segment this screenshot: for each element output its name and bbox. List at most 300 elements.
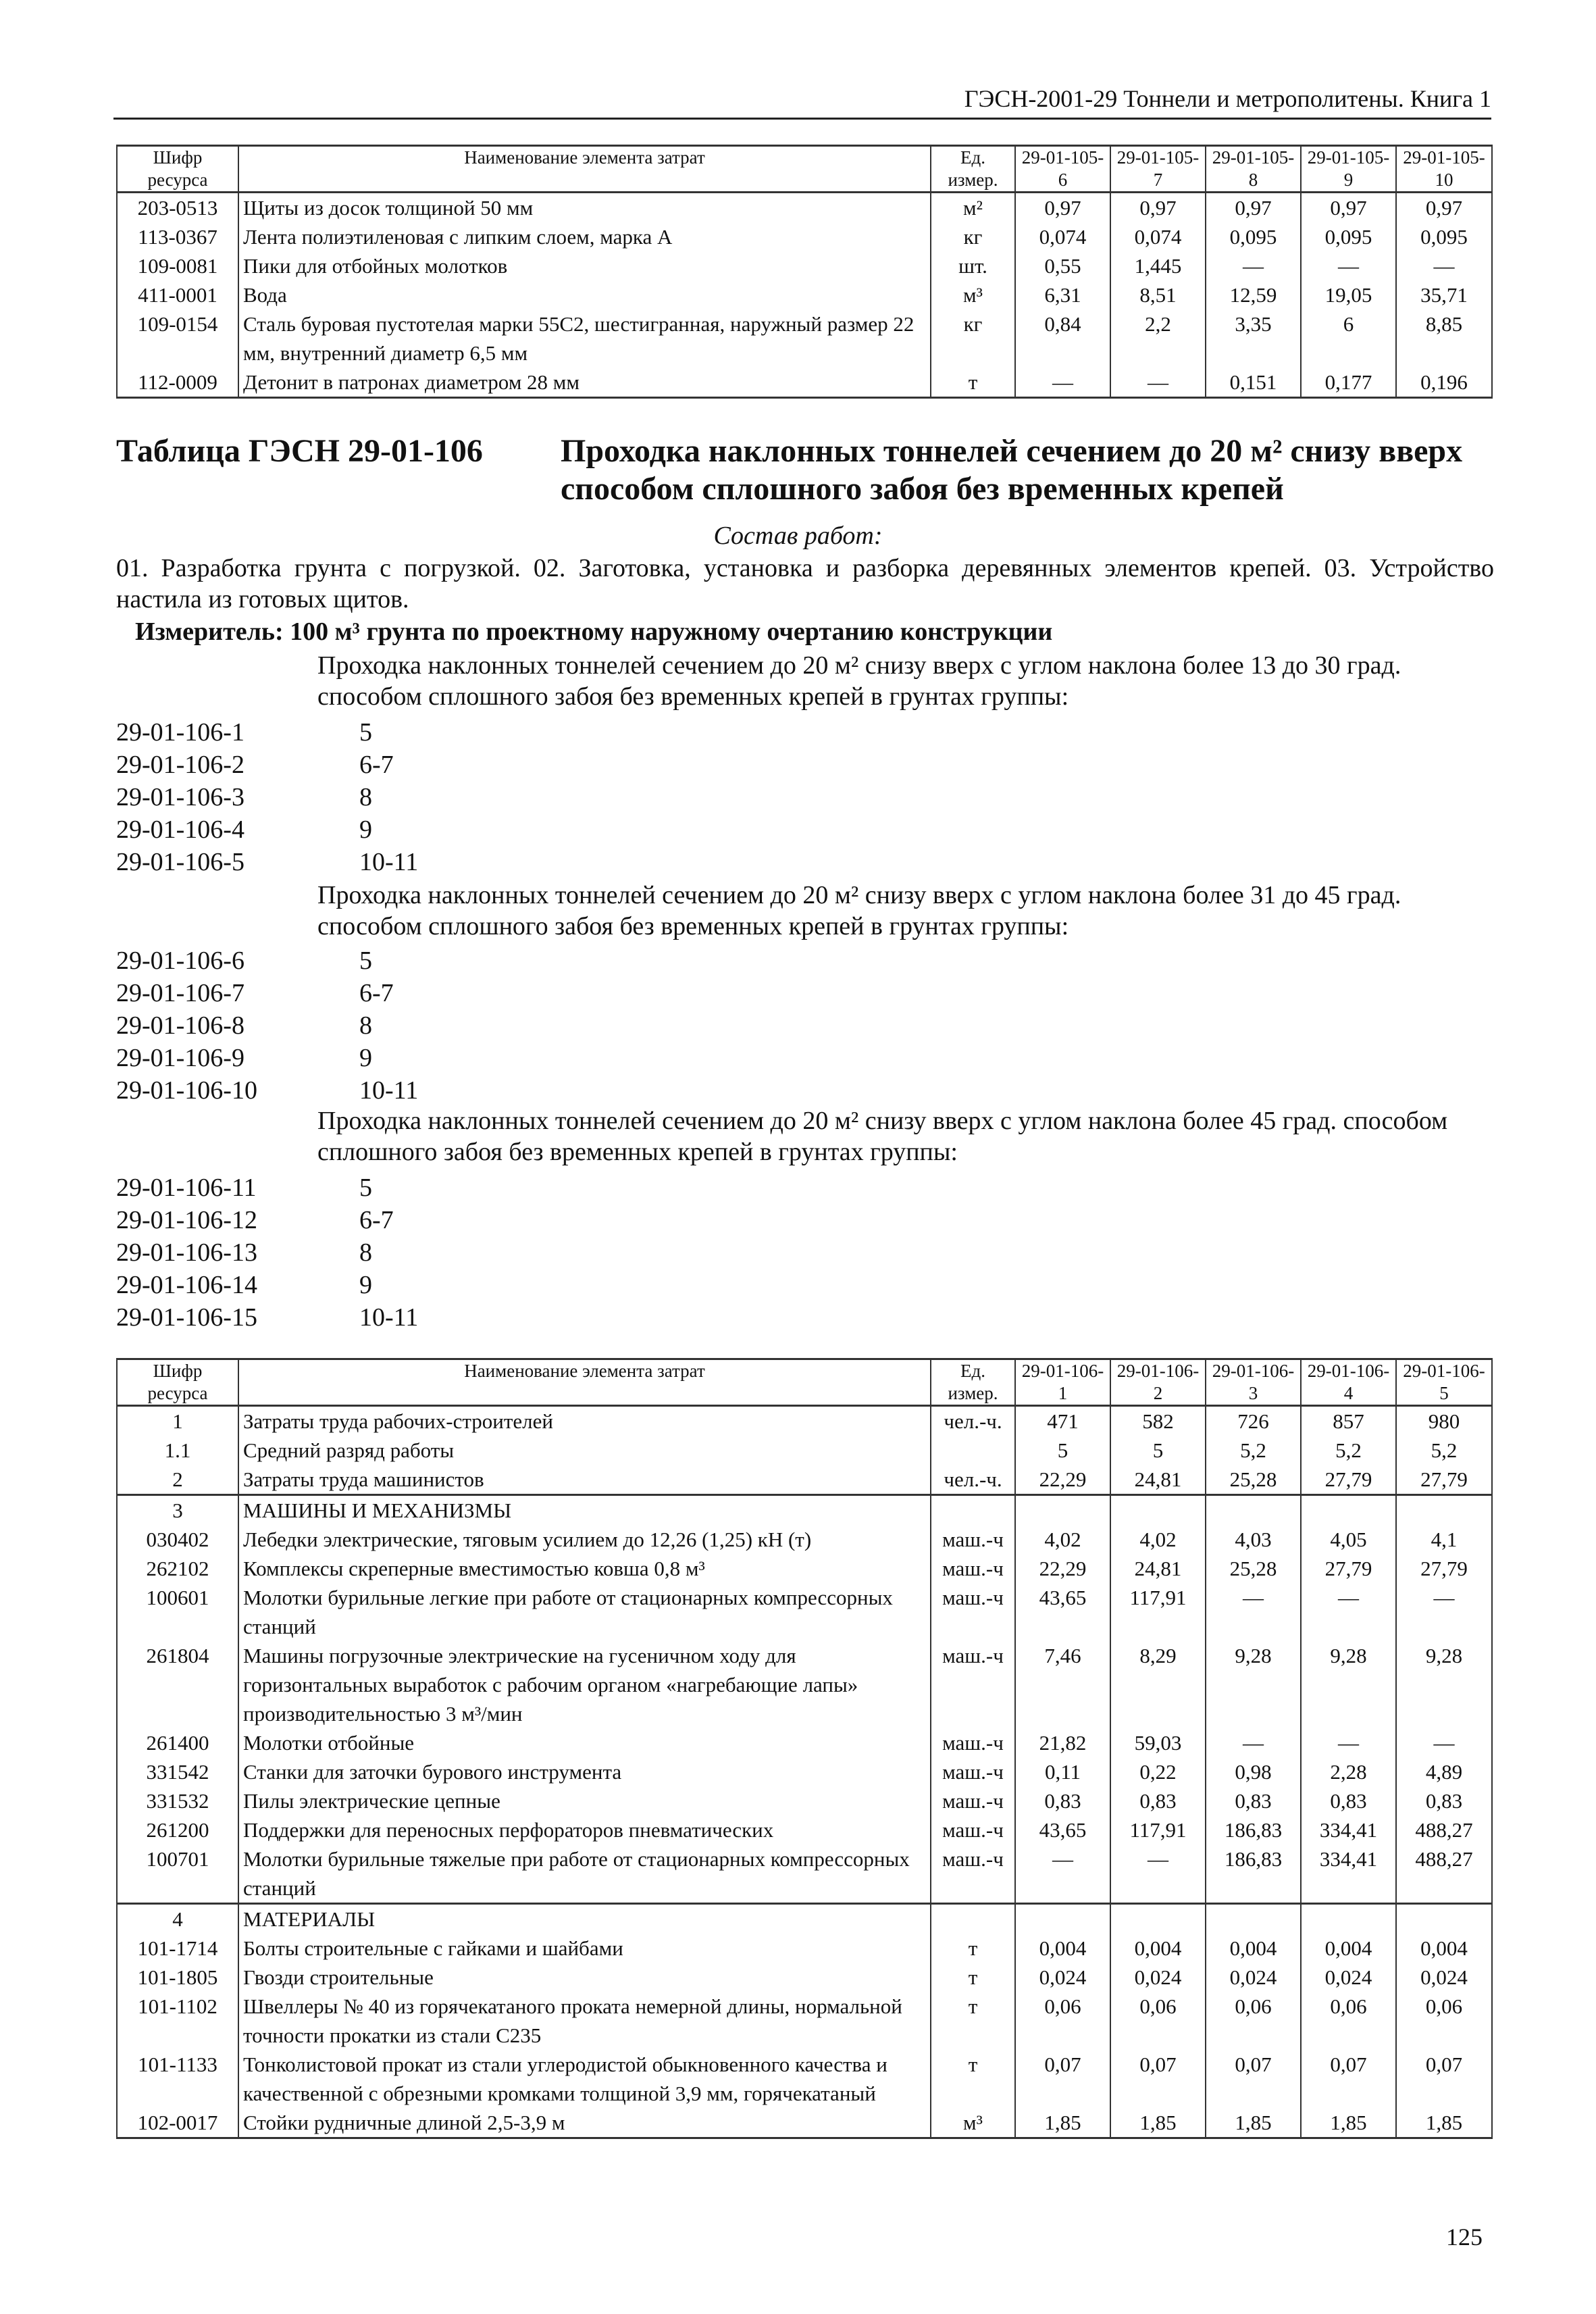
col-header-unit: Ед. измер. bbox=[931, 146, 1015, 193]
norm-code-row bbox=[116, 1042, 372, 1074]
norm-value bbox=[1015, 1495, 1110, 1526]
norm-value: 27,79 bbox=[1396, 1554, 1492, 1583]
norm-value bbox=[1396, 1495, 1492, 1526]
norm-value bbox=[1015, 1904, 1110, 1934]
resource-code: 100601 bbox=[117, 1583, 238, 1641]
norm-value: 0,07 bbox=[1110, 2050, 1206, 2108]
resource-code: 261400 bbox=[117, 1728, 238, 1757]
norm-value bbox=[1301, 1495, 1396, 1526]
norm-value: — bbox=[1206, 1728, 1301, 1757]
norm-value: 0,83 bbox=[1396, 1786, 1492, 1815]
soil-group: 9 bbox=[359, 1271, 372, 1299]
table-row bbox=[117, 1963, 1492, 1992]
norm-value: 24,81 bbox=[1110, 1554, 1206, 1583]
norm-value: 22,29 bbox=[1015, 1465, 1110, 1495]
soil-group: 10-11 bbox=[359, 848, 419, 876]
norm-value: 0,06 bbox=[1301, 1992, 1396, 2050]
header-text: ГЭСН-2001-29 Тоннели и метрополитены. Книга 1 bbox=[964, 85, 1491, 112]
col-header-norm: 29-01-106-3 bbox=[1206, 1359, 1301, 1406]
norm-value: — bbox=[1015, 368, 1110, 398]
norm-value bbox=[1396, 1904, 1492, 1934]
unit: м³ bbox=[931, 280, 1015, 309]
soil-group: 8 bbox=[359, 783, 372, 811]
norm-value: 186,83 bbox=[1206, 1844, 1301, 1904]
resource-code: 112-0009 bbox=[117, 368, 238, 398]
table-row bbox=[117, 309, 1492, 368]
norm-value: — bbox=[1396, 1728, 1492, 1757]
norm-value: 0,024 bbox=[1110, 1963, 1206, 1992]
unit: шт. bbox=[931, 251, 1015, 280]
norm-value: 117,91 bbox=[1110, 1815, 1206, 1844]
resource-code: 331532 bbox=[117, 1786, 238, 1815]
norm-value bbox=[1206, 1904, 1301, 1934]
unit: маш.-ч bbox=[931, 1815, 1015, 1844]
norm-value: 19,05 bbox=[1301, 280, 1396, 309]
table-row bbox=[117, 1786, 1492, 1815]
norm-code-row bbox=[116, 977, 394, 1009]
soil-group: 9 bbox=[359, 815, 372, 844]
norm-value: 1,85 bbox=[1110, 2108, 1206, 2138]
norm-value bbox=[1110, 1904, 1206, 1934]
unit: маш.-ч bbox=[931, 1641, 1015, 1728]
cost-element-name: Пилы электрические цепные bbox=[238, 1786, 931, 1815]
norm-value: 726 bbox=[1206, 1406, 1301, 1436]
norm-value: 5 bbox=[1110, 1436, 1206, 1465]
norm-value: 4,89 bbox=[1396, 1757, 1492, 1786]
norm-value: 1,85 bbox=[1015, 2108, 1110, 2138]
resource-code: 101-1133 bbox=[117, 2050, 238, 2108]
norm-value: 6,31 bbox=[1015, 280, 1110, 309]
norm-value: 27,79 bbox=[1396, 1465, 1492, 1495]
norm-code: 29-01-106-5 bbox=[116, 848, 244, 876]
table-row bbox=[117, 368, 1492, 398]
norm-value: 0,074 bbox=[1110, 222, 1206, 251]
resource-code: 113-0367 bbox=[117, 222, 238, 251]
norm-value bbox=[1110, 1495, 1206, 1526]
resource-code: 101-1714 bbox=[117, 1934, 238, 1963]
norm-value: 43,65 bbox=[1015, 1583, 1110, 1641]
norm-code-row bbox=[116, 749, 394, 781]
soil-group: 10-11 bbox=[359, 1076, 419, 1105]
resource-code: 2 bbox=[117, 1465, 238, 1495]
table-row bbox=[117, 1904, 1492, 1934]
soil-group: 5 bbox=[359, 947, 372, 975]
norm-value: 5,2 bbox=[1206, 1436, 1301, 1465]
norm-value: 5 bbox=[1015, 1436, 1110, 1465]
norm-value: 9,28 bbox=[1396, 1641, 1492, 1728]
table-title: Проходка наклонных тоннелей сечением до 20 м² снизу вверх способом сплошного забоя без временных крепей bbox=[561, 433, 1463, 507]
norm-value: 980 bbox=[1396, 1406, 1492, 1436]
table-row bbox=[117, 1757, 1492, 1786]
cost-element-name: Лебедки электрические, тяговым усилием до 12,26 (1,25) кН (т) bbox=[238, 1525, 931, 1554]
norm-value: 0,97 bbox=[1110, 193, 1206, 223]
norm-value: — bbox=[1396, 251, 1492, 280]
col-header-code: Шифр ресурса bbox=[117, 146, 238, 193]
norm-value: 0,095 bbox=[1301, 222, 1396, 251]
norm-value: 0,06 bbox=[1206, 1992, 1301, 2050]
norm-value: 1,85 bbox=[1396, 2108, 1492, 2138]
soil-group: 5 bbox=[359, 1174, 372, 1202]
col-header-norm: 29-01-105-7 bbox=[1110, 146, 1206, 193]
norm-value: 0,22 bbox=[1110, 1757, 1206, 1786]
cost-element-name: Станки для заточки бурового инструмента bbox=[238, 1757, 931, 1786]
norm-value: 9,28 bbox=[1301, 1641, 1396, 1728]
norm-value: 582 bbox=[1110, 1406, 1206, 1436]
norm-value: 0,06 bbox=[1110, 1992, 1206, 2050]
norm-value: 0,83 bbox=[1206, 1786, 1301, 1815]
norm-code-row bbox=[116, 781, 372, 813]
norm-value: 186,83 bbox=[1206, 1815, 1301, 1844]
norm-value: 0,07 bbox=[1396, 2050, 1492, 2108]
norm-code-row bbox=[116, 1172, 372, 1204]
norm-value: 43,65 bbox=[1015, 1815, 1110, 1844]
resource-code: 411-0001 bbox=[117, 280, 238, 309]
norm-code: 29-01-106-14 bbox=[116, 1271, 257, 1299]
unit: т bbox=[931, 1934, 1015, 1963]
composition-label: Состав работ: bbox=[713, 522, 883, 550]
norm-value: 9,28 bbox=[1206, 1641, 1301, 1728]
table-row bbox=[117, 1992, 1492, 2050]
col-header-norm: 29-01-106-1 bbox=[1015, 1359, 1110, 1406]
col-header-norm: 29-01-105-6 bbox=[1015, 146, 1110, 193]
resource-table-2 bbox=[116, 1358, 1493, 2139]
unit: маш.-ч bbox=[931, 1757, 1015, 1786]
soil-group: 6-7 bbox=[359, 979, 394, 1007]
table-row bbox=[117, 1583, 1492, 1641]
norm-value: 4,02 bbox=[1015, 1525, 1110, 1554]
norm-value: 0,97 bbox=[1015, 193, 1110, 223]
cost-element-name: Молотки бурильные легкие при работе от стационарных компрессорных станций bbox=[238, 1583, 931, 1641]
unit: т bbox=[931, 1963, 1015, 1992]
norm-value: 4,1 bbox=[1396, 1525, 1492, 1554]
col-header-unit: Ед. измер. bbox=[931, 1359, 1015, 1406]
norm-value: 0,55 bbox=[1015, 251, 1110, 280]
norm-code: 29-01-106-6 bbox=[116, 947, 244, 975]
soil-group: 6-7 bbox=[359, 1206, 394, 1234]
table-row bbox=[117, 2050, 1492, 2108]
cost-element-name: Болты строительные с гайками и шайбами bbox=[238, 1934, 931, 1963]
norm-value: — bbox=[1206, 1583, 1301, 1641]
unit: маш.-ч bbox=[931, 1583, 1015, 1641]
resource-code: 109-0154 bbox=[117, 309, 238, 368]
resource-code: 109-0081 bbox=[117, 251, 238, 280]
norm-value: 5,2 bbox=[1301, 1436, 1396, 1465]
table-row bbox=[117, 2108, 1492, 2138]
norm-value: 0,83 bbox=[1015, 1786, 1110, 1815]
norm-code: 29-01-106-12 bbox=[116, 1206, 257, 1234]
norm-code: 29-01-106-11 bbox=[116, 1174, 257, 1202]
norm-code-row bbox=[116, 1301, 418, 1334]
col-header-norm: 29-01-106-4 bbox=[1301, 1359, 1396, 1406]
table-row bbox=[117, 1525, 1492, 1554]
cost-element-name: Швеллеры № 40 из горячекатаного проката немерной длины, нормальной точности прокатки из стали С235 bbox=[238, 1992, 931, 2050]
col-header-norm: 29-01-106-5 bbox=[1396, 1359, 1492, 1406]
norm-value: 0,07 bbox=[1206, 2050, 1301, 2108]
resource-code: 261200 bbox=[117, 1815, 238, 1844]
table-row bbox=[117, 1641, 1492, 1728]
norm-value bbox=[1206, 1495, 1301, 1526]
norm-value: 0,074 bbox=[1015, 222, 1110, 251]
resource-code: 1 bbox=[117, 1406, 238, 1436]
norm-value: 4,02 bbox=[1110, 1525, 1206, 1554]
table-row bbox=[117, 1815, 1492, 1844]
norm-code-row bbox=[116, 1009, 372, 1042]
norm-value: 0,11 bbox=[1015, 1757, 1110, 1786]
unit: маш.-ч bbox=[931, 1554, 1015, 1583]
norm-value: 0,07 bbox=[1015, 2050, 1110, 2108]
norm-code-row bbox=[116, 1074, 418, 1107]
norm-code-row bbox=[116, 1236, 372, 1269]
resource-code: 203-0513 bbox=[117, 193, 238, 223]
table-row bbox=[117, 1406, 1492, 1436]
norm-value: 0,024 bbox=[1301, 1963, 1396, 1992]
table-row bbox=[117, 1554, 1492, 1583]
norm-value: 0,83 bbox=[1301, 1786, 1396, 1815]
cost-element-name: Стойки рудничные длиной 2,5-3,9 м bbox=[238, 2108, 931, 2138]
norm-value: 488,27 bbox=[1396, 1844, 1492, 1904]
cost-element-name: Сталь буровая пустотелая марки 55С2, шестигранная, наружный размер 22 мм, внутренний диаметр 6,5 мм bbox=[238, 309, 931, 368]
unit bbox=[931, 1436, 1015, 1465]
resource-code: 100701 bbox=[117, 1844, 238, 1904]
group-description: Проходка наклонных тоннелей сечением до 20 м² снизу вверх с углом наклона более 31 до 45 град. способом сплошного забоя без временных крепей в грунтах группы: bbox=[317, 881, 1401, 940]
norm-value: 0,151 bbox=[1206, 368, 1301, 398]
norm-value: 0,97 bbox=[1206, 193, 1301, 223]
norm-value: 5,2 bbox=[1396, 1436, 1492, 1465]
norm-value: 4,05 bbox=[1301, 1525, 1396, 1554]
norm-value: 857 bbox=[1301, 1406, 1396, 1436]
resource-code: 1.1 bbox=[117, 1436, 238, 1465]
norm-value: — bbox=[1301, 1728, 1396, 1757]
resource-code: 331542 bbox=[117, 1757, 238, 1786]
cost-element-name: Молотки отбойные bbox=[238, 1728, 931, 1757]
table-row bbox=[117, 1465, 1492, 1495]
norm-value: 0,83 bbox=[1110, 1786, 1206, 1815]
soil-group: 10-11 bbox=[359, 1303, 419, 1332]
norm-value: 27,79 bbox=[1301, 1465, 1396, 1495]
norm-value: 27,79 bbox=[1301, 1554, 1396, 1583]
col-header-norm: 29-01-105-9 bbox=[1301, 146, 1396, 193]
col-header-norm: 29-01-105-8 bbox=[1206, 146, 1301, 193]
measure-unit: Измеритель: 100 м³ грунта по проектному наружному очертанию конструкции bbox=[135, 618, 1053, 646]
norm-value: 471 bbox=[1015, 1406, 1110, 1436]
norm-value: 0,196 bbox=[1396, 368, 1492, 398]
table-row bbox=[117, 222, 1492, 251]
unit: т bbox=[931, 368, 1015, 398]
norm-code-row bbox=[116, 846, 418, 878]
unit: кг bbox=[931, 309, 1015, 368]
resource-code: 101-1102 bbox=[117, 1992, 238, 2050]
resource-code: 3 bbox=[117, 1495, 238, 1526]
soil-group: 5 bbox=[359, 718, 372, 747]
group-description: Проходка наклонных тоннелей сечением до 20 м² снизу вверх с углом наклона более 45 град. способом сплошного забоя без временных крепей в грунтах группы: bbox=[317, 1107, 1448, 1166]
norm-code-row bbox=[116, 813, 372, 846]
unit: т bbox=[931, 2050, 1015, 2108]
norm-value: 0,98 bbox=[1206, 1757, 1301, 1786]
cost-element-name: МАТЕРИАЛЫ bbox=[238, 1904, 931, 1934]
norm-value: — bbox=[1015, 1844, 1110, 1904]
norm-code: 29-01-106-10 bbox=[116, 1076, 257, 1105]
norm-value: 0,97 bbox=[1301, 193, 1396, 223]
norm-value: 0,095 bbox=[1396, 222, 1492, 251]
norm-value: 334,41 bbox=[1301, 1844, 1396, 1904]
norm-value: 2,2 bbox=[1110, 309, 1206, 368]
resource-code: 101-1805 bbox=[117, 1963, 238, 1992]
table-header-row bbox=[117, 146, 1492, 193]
norm-value: 8,51 bbox=[1110, 280, 1206, 309]
norm-code: 29-01-106-7 bbox=[116, 979, 244, 1007]
table-row bbox=[117, 1436, 1492, 1465]
norm-value: 0,095 bbox=[1206, 222, 1301, 251]
cost-element-name: Комплексы скреперные вместимостью ковша 0,8 м³ bbox=[238, 1554, 931, 1583]
cost-element-name: Вода bbox=[238, 280, 931, 309]
norm-value: 25,28 bbox=[1206, 1465, 1301, 1495]
norm-value: 59,03 bbox=[1110, 1728, 1206, 1757]
norm-value: — bbox=[1206, 251, 1301, 280]
norm-value: 21,82 bbox=[1015, 1728, 1110, 1757]
unit: маш.-ч bbox=[931, 1525, 1015, 1554]
col-header-norm: 29-01-105-10 bbox=[1396, 146, 1492, 193]
cost-element-name: Гвозди строительные bbox=[238, 1963, 931, 1992]
norm-value: 2,28 bbox=[1301, 1757, 1396, 1786]
norm-value: 6 bbox=[1301, 309, 1396, 368]
norm-value: 0,97 bbox=[1396, 193, 1492, 223]
norm-code: 29-01-106-3 bbox=[116, 783, 244, 811]
soil-group: 9 bbox=[359, 1044, 372, 1072]
unit: м² bbox=[931, 193, 1015, 223]
resource-table-1 bbox=[116, 145, 1493, 399]
page-number: 125 bbox=[1446, 2223, 1483, 2250]
norm-value: 0,84 bbox=[1015, 309, 1110, 368]
norm-value: 0,024 bbox=[1396, 1963, 1492, 1992]
composition-text: 01. Разработка грунта с погрузкой. 02. Заготовка, установка и разборка деревянных элементов крепей. 03. Устройство настила из готовых щитов. bbox=[116, 554, 1494, 613]
unit: м³ bbox=[931, 2108, 1015, 2138]
norm-value: 0,004 bbox=[1015, 1934, 1110, 1963]
cost-element-name: Средний разряд работы bbox=[238, 1436, 931, 1465]
unit: т bbox=[931, 1992, 1015, 2050]
table-header-row bbox=[117, 1359, 1492, 1406]
norm-code: 29-01-106-13 bbox=[116, 1238, 257, 1267]
table-row bbox=[117, 1728, 1492, 1757]
table-label: Таблица ГЭСН 29-01-106 bbox=[116, 433, 483, 469]
norm-value: 0,06 bbox=[1015, 1992, 1110, 2050]
norm-value: 0,024 bbox=[1206, 1963, 1301, 1992]
norm-value: 0,177 bbox=[1301, 368, 1396, 398]
cost-element-name: Затраты труда рабочих-строителей bbox=[238, 1406, 931, 1436]
cost-element-name: Затраты труда машинистов bbox=[238, 1465, 931, 1495]
norm-code-row bbox=[116, 1269, 372, 1301]
cost-element-name: Лента полиэтиленовая с липким слоем, марка А bbox=[238, 222, 931, 251]
norm-code: 29-01-106-9 bbox=[116, 1044, 244, 1072]
norm-value: 488,27 bbox=[1396, 1815, 1492, 1844]
norm-value: 22,29 bbox=[1015, 1554, 1110, 1583]
page-header bbox=[113, 84, 1491, 120]
norm-value: 8,85 bbox=[1396, 309, 1492, 368]
resource-code: 4 bbox=[117, 1904, 238, 1934]
resource-code: 030402 bbox=[117, 1525, 238, 1554]
soil-group: 8 bbox=[359, 1011, 372, 1040]
table-row bbox=[117, 1934, 1492, 1963]
norm-code: 29-01-106-1 bbox=[116, 718, 244, 747]
group-description: Проходка наклонных тоннелей сечением до 20 м² снизу вверх с углом наклона более 13 до 30 град. способом сплошного забоя без временных крепей в грунтах группы: bbox=[317, 651, 1401, 711]
table-row bbox=[117, 251, 1492, 280]
cost-element-name: Молотки бурильные тяжелые при работе от стационарных компрессорных станций bbox=[238, 1844, 931, 1904]
norm-value: 8,29 bbox=[1110, 1641, 1206, 1728]
norm-value: — bbox=[1301, 251, 1396, 280]
norm-value: 4,03 bbox=[1206, 1525, 1301, 1554]
unit: чел.-ч. bbox=[931, 1465, 1015, 1495]
norm-code: 29-01-106-15 bbox=[116, 1303, 257, 1332]
cost-element-name: Пики для отбойных молотков bbox=[238, 251, 931, 280]
resource-code: 261804 bbox=[117, 1641, 238, 1728]
norm-value: — bbox=[1301, 1583, 1396, 1641]
norm-value: — bbox=[1396, 1583, 1492, 1641]
table-row bbox=[117, 280, 1492, 309]
norm-value: — bbox=[1110, 368, 1206, 398]
norm-value: 0,004 bbox=[1110, 1934, 1206, 1963]
unit: маш.-ч bbox=[931, 1844, 1015, 1904]
resource-code: 102-0017 bbox=[117, 2108, 238, 2138]
col-header-code: Шифр ресурса bbox=[117, 1359, 238, 1406]
cost-element-name: Щиты из досок толщиной 50 мм bbox=[238, 193, 931, 223]
norm-value: 117,91 bbox=[1110, 1583, 1206, 1641]
table-row bbox=[117, 1844, 1492, 1904]
norm-code: 29-01-106-4 bbox=[116, 815, 244, 844]
unit bbox=[931, 1904, 1015, 1934]
norm-value: 0,004 bbox=[1206, 1934, 1301, 1963]
norm-value: 0,004 bbox=[1396, 1934, 1492, 1963]
norm-value: 0,06 bbox=[1396, 1992, 1492, 2050]
table-row bbox=[117, 1495, 1492, 1526]
cost-element-name: МАШИНЫ И МЕХАНИЗМЫ bbox=[238, 1495, 931, 1526]
norm-value: 35,71 bbox=[1396, 280, 1492, 309]
cost-element-name: Машины погрузочные электрические на гусеничном ходу для горизонтальных выработок с рабочим органом «нагребающие лапы» производительностью 3 м³/мин bbox=[238, 1641, 931, 1728]
norm-value bbox=[1301, 1904, 1396, 1934]
unit: маш.-ч bbox=[931, 1728, 1015, 1757]
norm-code-row bbox=[116, 1204, 394, 1236]
norm-value: 3,35 bbox=[1206, 309, 1301, 368]
norm-code-row bbox=[116, 945, 372, 977]
soil-group: 8 bbox=[359, 1238, 372, 1267]
unit bbox=[931, 1495, 1015, 1526]
norm-value: 0,004 bbox=[1301, 1934, 1396, 1963]
cost-element-name: Тонколистовой прокат из стали углеродистой обыкновенного качества и качественной с обрезными кромками толщиной 3,9 мм, горячекатаный bbox=[238, 2050, 931, 2108]
norm-value: 334,41 bbox=[1301, 1815, 1396, 1844]
norm-value: 0,024 bbox=[1015, 1963, 1110, 1992]
norm-value: 12,59 bbox=[1206, 280, 1301, 309]
norm-value: — bbox=[1110, 1844, 1206, 1904]
norm-value: 0,07 bbox=[1301, 2050, 1396, 2108]
col-header-norm: 29-01-106-2 bbox=[1110, 1359, 1206, 1406]
norm-code: 29-01-106-8 bbox=[116, 1011, 244, 1040]
norm-value: 25,28 bbox=[1206, 1554, 1301, 1583]
unit: маш.-ч bbox=[931, 1786, 1015, 1815]
table-row bbox=[117, 193, 1492, 223]
norm-value: 1,445 bbox=[1110, 251, 1206, 280]
norm-code: 29-01-106-2 bbox=[116, 751, 244, 779]
col-header-name: Наименование элемента затрат bbox=[238, 1359, 931, 1406]
resource-code: 262102 bbox=[117, 1554, 238, 1583]
col-header-name: Наименование элемента затрат bbox=[238, 146, 931, 193]
soil-group: 6-7 bbox=[359, 751, 394, 779]
unit: чел.-ч. bbox=[931, 1406, 1015, 1436]
norm-code-row bbox=[116, 716, 372, 749]
norm-value: 24,81 bbox=[1110, 1465, 1206, 1495]
unit: кг bbox=[931, 222, 1015, 251]
norm-value: 1,85 bbox=[1301, 2108, 1396, 2138]
norm-value: 1,85 bbox=[1206, 2108, 1301, 2138]
cost-element-name: Поддержки для переносных перфораторов пневматических bbox=[238, 1815, 931, 1844]
norm-value: 7,46 bbox=[1015, 1641, 1110, 1728]
